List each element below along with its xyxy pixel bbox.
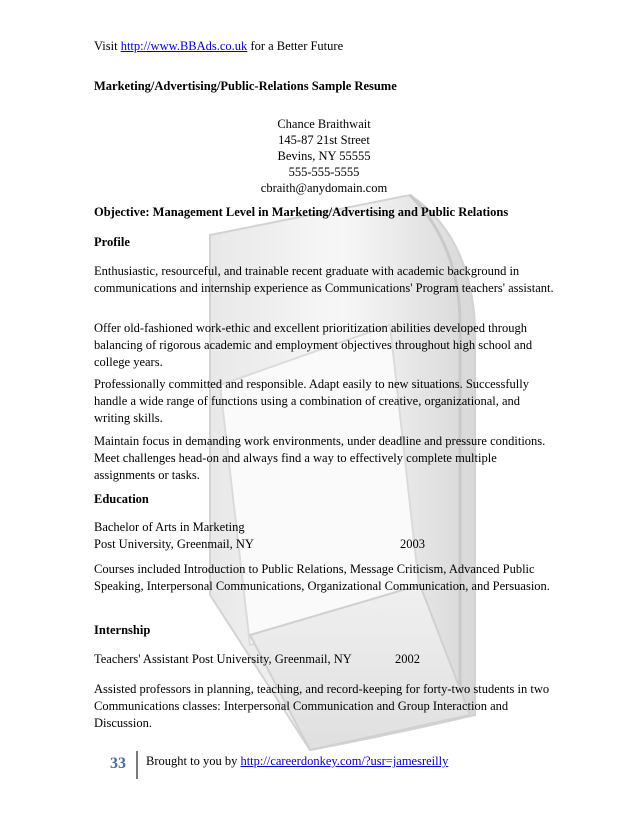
profile-paragraph-4: Maintain focus in demanding work environments, under deadline and pressure conditions. Meet challenges head-on and always find a way to effectively complete multiple assignments or tasks. — [94, 434, 546, 482]
footer-divider — [136, 751, 138, 779]
objective: Objective: Management Level in Marketing/Advertising and Public Relations — [94, 205, 509, 219]
internship-description: Assisted professors in planning, teaching, and record-keeping for forty-two students in two Communications classes: Interpersonal Communication and Group Interaction and Discussion. — [94, 682, 550, 730]
contact-name: Chance Braithwait — [277, 117, 371, 131]
contact-block — [94, 116, 554, 196]
education-school: Post University, Greenmail, NY — [94, 537, 254, 551]
education-entry — [94, 519, 554, 553]
profile-paragraph-2: Offer old-fashioned work-ethic and excellent prioritization abilities developed through balancing of rigorous academic and employment objectives throughout high school and college years. — [94, 321, 533, 369]
education-degree: Bachelor of Arts in Marketing — [94, 520, 245, 534]
page-footer — [94, 751, 554, 779]
resume-content — [94, 0, 554, 730]
page-number: 33 — [110, 755, 126, 772]
document-title: Marketing/Advertising/Public-Relations Sample Resume — [94, 79, 397, 93]
contact-street: 145-87 21st Street — [278, 133, 370, 147]
footer-credit — [146, 753, 448, 770]
education-school-row — [94, 536, 554, 553]
internship-position: Teachers' Assistant Post University, Greenmail, NY — [94, 652, 352, 666]
internship-position-row — [94, 651, 554, 668]
careerdonkey-link[interactable]: http://careerdonkey.com/?usr=jamesreilly — [240, 754, 449, 768]
internship-heading: Internship — [94, 623, 151, 637]
profile-paragraph-1: Enthusiastic, resourceful, and trainable recent graduate with academic background in communications and internship experience as Communications' Program teachers' assistant. — [94, 264, 554, 295]
internship-year: 2002 — [395, 652, 420, 666]
footer-prefix: Brought to you by — [146, 754, 241, 768]
contact-city: Bevins, NY 55555 — [277, 149, 371, 163]
contact-email: cbraith@anydomain.com — [260, 181, 388, 195]
header-line — [94, 38, 343, 55]
education-heading: Education — [94, 492, 149, 506]
bbads-link[interactable]: http://www.BBAds.co.uk — [120, 39, 248, 53]
header-suffix: for a Better Future — [247, 39, 344, 53]
education-courses: Courses included Introduction to Public Relations, Message Criticism, Advanced Public Speaking, Interpersonal Communications, Organizational Communication, and Persuasion. — [94, 562, 550, 593]
profile-paragraph-3: Professionally committed and responsible. Adapt easily to new situations. Successfully handle a wide range of functions using a combination of creative, organizational, and writing skills. — [94, 377, 530, 425]
education-year: 2003 — [400, 537, 425, 551]
profile-heading: Profile — [94, 235, 130, 249]
contact-phone: 555-555-5555 — [288, 165, 360, 179]
header-prefix: Visit — [94, 39, 121, 53]
